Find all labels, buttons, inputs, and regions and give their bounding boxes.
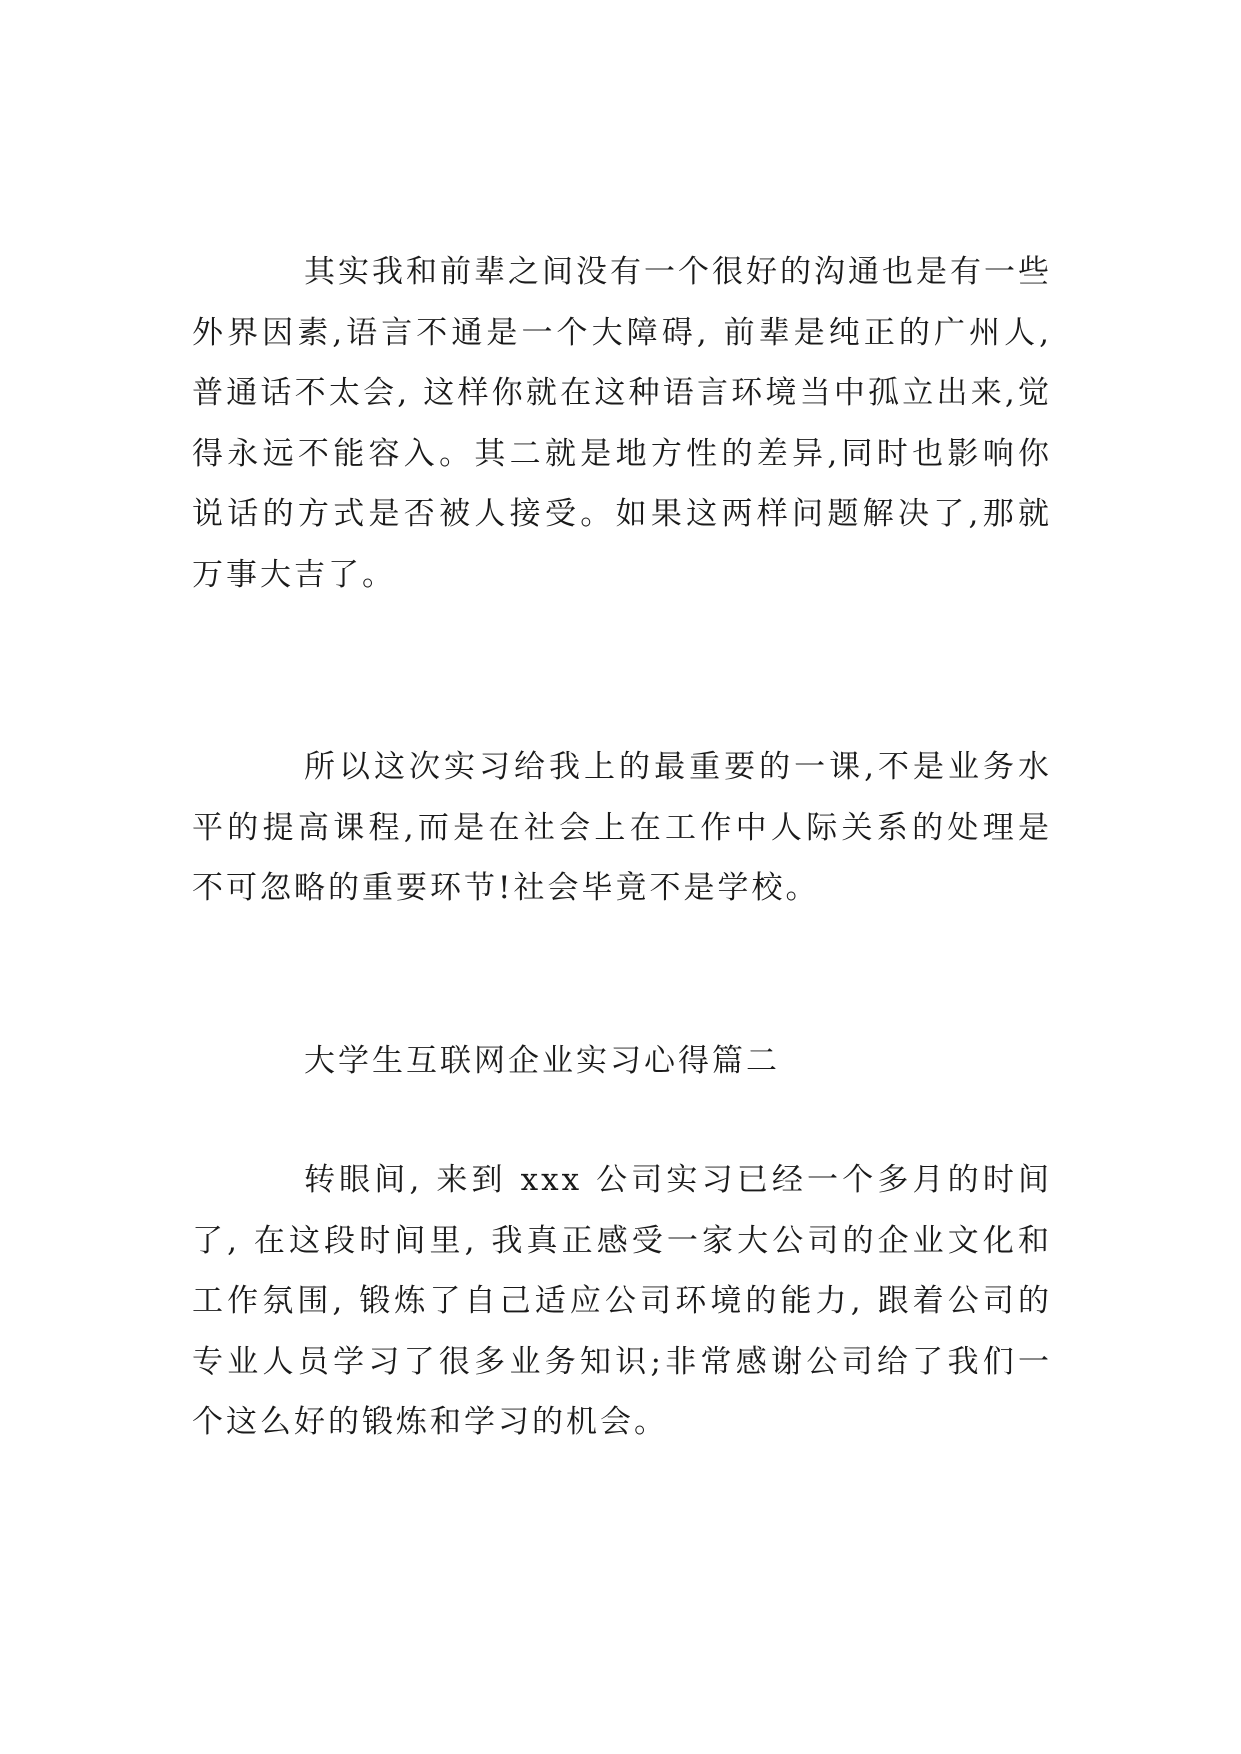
paragraph-internship: 转眼间, 来到 xxx 公司实习已经一个多月的时间了, 在这段时间里, 我真正感受一家大公司的企业文化和工作氛围, 锻炼了自己适应公司环境的能力, 跟着公司的专业人员学习了很多业务知识;非常感谢公司给了我们一个这么好的锻炼和学习的机会。: [192, 1162, 1052, 1440]
paragraph-communication: 其实我和前辈之间没有一个很好的沟通也是有一些外界因素,语言不通是一个大障碍, 前辈是纯正的广州人, 普通话不太会, 这样你就在这种语言环境当中孤立出来,觉得永远不能容入。其二就是地方性的差异,同时也影响你说话的方式是否被人接受。如果这两样问题解决了,那就万事大吉了。: [192, 254, 1052, 593]
section-heading: 大学生互联网企业实习心得篇二: [304, 1043, 780, 1079]
paragraph-lesson: 所以这次实习给我上的最重要的一课,不是业务水平的提高课程,而是在社会上在工作中人际关系的处理是不可忽略的重要环节!社会毕竟不是学校。: [192, 749, 1052, 906]
